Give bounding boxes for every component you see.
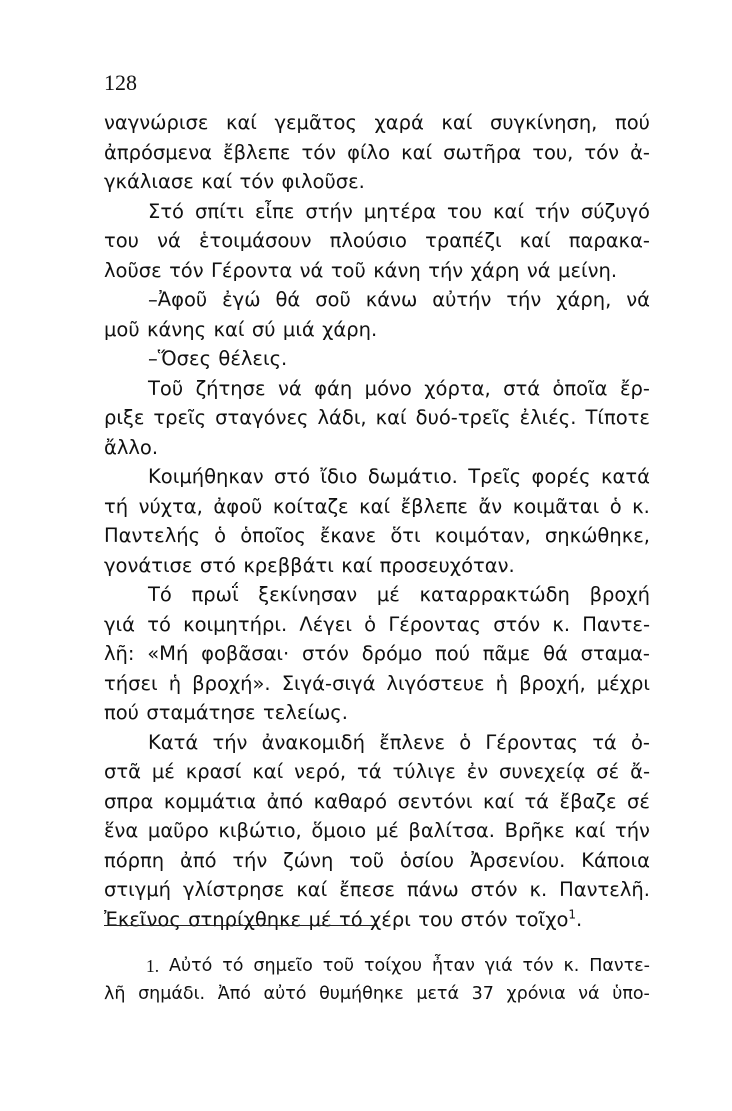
word: γιά [104, 612, 135, 636]
word: Λέγει [299, 612, 352, 636]
word: τά [592, 730, 617, 754]
word: ἐν [466, 760, 489, 783]
word: τό [222, 956, 244, 976]
paragraph [104, 374, 650, 463]
word: κρεββάτι [243, 553, 334, 577]
word: μέ [376, 583, 400, 606]
paragraph [104, 197, 650, 286]
word: καί [519, 229, 551, 252]
text-line [104, 698, 650, 728]
word: χόρτα, [424, 376, 491, 400]
word: ὁ [364, 612, 377, 636]
word: πού [435, 642, 470, 665]
word: κ. [529, 878, 548, 901]
word: καί [483, 789, 514, 813]
text-line [104, 787, 650, 817]
text-line [104, 167, 650, 197]
word: φορές [531, 465, 591, 488]
word: Τρεῖς [468, 465, 522, 488]
word: καί [375, 406, 407, 429]
word: καί [492, 199, 524, 223]
paragraph [104, 728, 650, 935]
word: μοῦ [104, 317, 140, 341]
word: τήν [506, 288, 542, 311]
word: μέ [308, 907, 332, 931]
word: μητέρα [363, 199, 437, 223]
word: γκάλιασε [104, 170, 194, 193]
word: ἡ [168, 671, 182, 695]
word: ἔπλενε [379, 730, 445, 754]
word: χάρη. [322, 317, 378, 341]
word: σηκώθηκε, [544, 524, 650, 547]
word: ἀ- [630, 140, 650, 164]
word: –Ἀφοῦ [148, 288, 208, 311]
word: τήσει [104, 671, 158, 695]
word: σωτῆρα [443, 140, 522, 164]
word: στά [503, 376, 541, 400]
word: φιλοῦσε. [281, 170, 365, 193]
word: ὁποῖα [552, 376, 608, 400]
footnote [104, 952, 650, 1008]
word: καί [225, 111, 257, 134]
word: κάνω [365, 288, 418, 311]
word: ζήτησε [195, 376, 266, 400]
word: παρακα- [568, 229, 650, 252]
word: ὑπο- [612, 984, 650, 1004]
word: λιγόστευε [386, 671, 485, 695]
word: τόν [522, 956, 554, 976]
word: –Ὅσες [148, 347, 212, 370]
text-line [104, 226, 650, 256]
word: σπρα [104, 789, 154, 813]
word: Κατά [148, 730, 199, 754]
word: νά [277, 376, 302, 400]
word: γονάτισε [104, 553, 193, 577]
text-line [104, 108, 650, 138]
word: μείνη. [558, 258, 618, 282]
word: φοβᾶσαι· [201, 642, 290, 665]
word: ἕνα [104, 819, 139, 842]
word: ἡ [495, 671, 509, 695]
footnote-line [104, 980, 650, 1008]
word: τρεῖς [153, 406, 207, 429]
word: σύζυγό [580, 199, 650, 223]
word: κοιμητήρι. [183, 612, 288, 636]
word: γλίστρησε [182, 878, 285, 901]
text-line [104, 197, 650, 227]
word: καταρρακτώδη [419, 583, 570, 606]
word: καί [441, 111, 473, 134]
footnote-marker: 1 [568, 907, 577, 921]
paragraph [104, 108, 650, 197]
word: τό [338, 907, 363, 931]
word: ἴδιο [320, 465, 358, 488]
paragraph [104, 285, 650, 344]
word: Τοῦ [148, 376, 184, 400]
word: Στό [148, 199, 184, 223]
text-line [104, 551, 650, 581]
word: βροχή [589, 583, 650, 606]
word: τόν [169, 258, 204, 282]
word: κομμάτια [163, 789, 257, 813]
word: στιγμή [104, 878, 172, 901]
word: καί [401, 140, 433, 164]
word: νύχτα, [138, 494, 203, 518]
footnote-number: 1. [146, 956, 160, 976]
word: ἄλλο. [104, 435, 159, 459]
footnote-separator [104, 925, 376, 926]
word: ἀπό [179, 848, 217, 872]
word: μόνο [364, 376, 412, 400]
word: θυμήθηκε [319, 984, 404, 1004]
text-line [104, 374, 650, 404]
word: σταμάτησε [146, 701, 256, 724]
word: χαρά [374, 111, 424, 134]
word: στᾶ [104, 760, 141, 783]
word: του [104, 229, 139, 252]
word: πᾶμε [482, 642, 531, 665]
word: ὁ [214, 524, 227, 547]
word: ζώνη [283, 848, 334, 872]
word: Κοιμήθηκαν [148, 465, 264, 488]
word: ριξε [104, 406, 145, 429]
word: μέχρι [596, 671, 650, 695]
word: εἶπε [255, 199, 295, 223]
word: καί [359, 494, 391, 518]
word: χρόνια [506, 984, 566, 1004]
word: τοῦ [330, 258, 366, 282]
word: «Μή [147, 642, 189, 665]
word: ἀφοῦ [213, 494, 263, 518]
word: ὀ- [631, 730, 650, 754]
word: νερό, [294, 760, 347, 783]
word: σπίτι [194, 199, 245, 223]
text-line [104, 846, 650, 876]
word: αὐτήν [432, 288, 492, 311]
word: στόν [302, 642, 349, 665]
word: στόν [493, 612, 541, 636]
word: νά [578, 984, 600, 1004]
word: Παντε- [589, 956, 650, 976]
text-line [104, 344, 650, 374]
word: καί [213, 317, 245, 341]
word: κάνης [147, 317, 207, 341]
word: ἀπό [266, 789, 304, 813]
word: τά [524, 789, 550, 813]
text-line [104, 669, 650, 699]
word: κρασί [185, 760, 242, 783]
text-line [104, 875, 650, 905]
word: Ἀπό [217, 984, 251, 1004]
body-text [104, 108, 650, 934]
word: τοῖχο$^1$. [514, 907, 583, 931]
text-line [104, 492, 650, 522]
word: Αὐτό [169, 956, 213, 976]
word: μετά [416, 984, 459, 1004]
word: γεμᾶτος [274, 111, 357, 134]
text-line [104, 728, 650, 758]
word: σεντόνι [397, 789, 473, 813]
word: χάρη [470, 258, 520, 282]
word: κ. [552, 612, 571, 636]
word: καί [574, 819, 606, 842]
word: χάρη, [556, 288, 612, 311]
word: δυό-τρεῖς [415, 406, 511, 429]
text-line [104, 256, 650, 286]
word: ὁσίου [399, 848, 455, 872]
word: σημάδι. [138, 984, 206, 1004]
word: καί [252, 760, 284, 783]
word: ἐγώ [222, 288, 261, 311]
word: πού [104, 701, 139, 724]
word: δρόμο [361, 642, 423, 665]
word: του [418, 907, 454, 931]
word: ἔβλεπε [400, 494, 468, 518]
word: πού [614, 111, 650, 134]
word: Γέροντας [485, 730, 578, 754]
word: τόν [239, 170, 275, 193]
word: Ἐκεῖνος [104, 907, 181, 931]
word: ἔκανε [319, 524, 377, 547]
word: συνεχείᾳ [499, 760, 586, 783]
word: αὐτό [263, 984, 307, 1004]
word: ἀνακομιδή [261, 730, 365, 754]
word: ὁποῖος [240, 524, 306, 547]
word: τοῦ [349, 848, 385, 872]
word: θά [543, 642, 568, 665]
word: κ. [563, 956, 580, 976]
word: ὅτι [390, 524, 421, 547]
paragraph [104, 580, 650, 728]
word: ἔρ- [619, 376, 650, 400]
word: στό [199, 553, 236, 577]
text-line [104, 610, 650, 640]
word: φάη [314, 376, 353, 400]
word: νά [526, 258, 551, 282]
word: προσευχόταν. [379, 553, 515, 577]
word: στόν [470, 878, 518, 901]
word: τά [357, 760, 382, 783]
word: ξεκίνησαν [258, 583, 358, 606]
word: σοῦ [315, 288, 351, 311]
text-line [104, 462, 650, 492]
word: ὅμοιο [311, 819, 367, 842]
word: τήν [428, 258, 464, 282]
footnote-line [104, 952, 650, 980]
word: σύ [251, 317, 276, 341]
word: πάνω [406, 878, 459, 901]
word: κ. [632, 494, 650, 518]
paragraph [104, 462, 650, 580]
text-line [104, 285, 650, 315]
word: του, [532, 140, 574, 164]
word: στόν [460, 907, 508, 931]
word: μέ [375, 819, 399, 842]
word: βροχή, [519, 671, 586, 695]
word: βροχή». [192, 671, 271, 695]
word: κατά [601, 465, 650, 488]
text-line [104, 639, 650, 669]
word: ἔβαζε [559, 789, 617, 813]
word: μέ [151, 760, 175, 783]
word: τοῦ [322, 956, 355, 976]
word: σέ [627, 789, 650, 813]
word: Γέροντα [211, 258, 293, 282]
word: ἦταν [431, 956, 475, 976]
word: νά [299, 258, 324, 282]
word: καθαρό [313, 789, 388, 813]
word: φίλο [347, 140, 391, 164]
word: τραπέζι [425, 229, 502, 252]
word: τήν [232, 848, 268, 872]
word: κοιμᾶται [512, 494, 600, 518]
word: κάνη [373, 258, 421, 282]
word: θά [275, 288, 301, 311]
word: στήν [305, 199, 353, 223]
word: Βρῆκε [504, 819, 565, 842]
word: ἔβλεπε [223, 140, 291, 164]
word: τή [104, 494, 129, 518]
word: γιά [484, 956, 513, 976]
word: ἄ- [630, 760, 650, 783]
text-line [104, 905, 650, 935]
text-line [104, 816, 650, 846]
word: 37 [471, 984, 494, 1004]
word: πλούσιο [329, 229, 407, 252]
word: τήν [534, 199, 570, 223]
word: τελείως. [263, 701, 348, 724]
word: συγκίνηση, [489, 111, 598, 134]
word: νά [157, 229, 181, 252]
word: λῆ: [104, 642, 135, 665]
text-line [104, 521, 650, 551]
paragraph [104, 344, 650, 374]
word: τήν [212, 730, 248, 754]
word: Τίποτε [585, 406, 650, 429]
text-line [104, 403, 650, 433]
word: τό [147, 612, 171, 636]
word: σταμα- [580, 642, 650, 665]
word: τοίχου [363, 956, 423, 976]
word: τήν [614, 819, 650, 842]
word: ὁ [459, 730, 472, 754]
text-line [104, 757, 650, 787]
word: τόν [301, 140, 337, 164]
word: Παντε- [582, 612, 650, 636]
word: Τό [148, 583, 172, 606]
word: κοίταζε [272, 494, 349, 518]
word: δωμάτιο. [367, 465, 458, 488]
text-line [104, 138, 650, 168]
word: πόρπη [104, 848, 165, 872]
page-number: 128 [104, 70, 137, 95]
word: Παντελής [104, 524, 201, 547]
word: μαῦρο [147, 819, 209, 842]
word: σέ [596, 760, 620, 783]
word: Παντελῆ. [559, 878, 650, 901]
word: Σιγά-σιγά [281, 671, 376, 695]
word: κοιμόταν, [434, 524, 531, 547]
word: ἐλιές. [519, 406, 577, 429]
word: ἑτοιμάσουν [198, 229, 312, 252]
word: ἄν [478, 494, 503, 518]
word: ἔπεσε [339, 878, 395, 901]
text-line [104, 580, 650, 610]
word: λάδι, [317, 406, 367, 429]
word: λοῦσε [104, 258, 162, 282]
word: ὁ [609, 494, 622, 518]
word: νά [626, 288, 650, 311]
word: σταγόνες [215, 406, 309, 429]
word: καί [201, 170, 233, 193]
word: καί [341, 553, 373, 577]
word: Ἀρσενίου. [469, 848, 566, 872]
word: στό [274, 465, 311, 488]
word: χέρι [370, 907, 411, 931]
word: σημεῖο [253, 956, 313, 976]
word: λῆ [104, 984, 126, 1004]
word: κιβώτιο, [218, 819, 302, 842]
word: Κάποια [581, 848, 650, 872]
word: καί [296, 878, 328, 901]
word: μιά [282, 317, 315, 341]
text-line [104, 433, 650, 463]
word: βαλίτσα. [408, 819, 495, 842]
word: θέλεις. [218, 347, 288, 370]
word: του [447, 199, 482, 223]
word: τόν [584, 140, 619, 164]
word: πρωΐ [191, 583, 239, 606]
word: τύλιγε [392, 760, 456, 783]
word: Γέροντας [388, 612, 481, 636]
word: ἀπρόσμενα [104, 140, 212, 164]
word: ναγνώρισε [104, 111, 209, 134]
word: στηρίχθηκε [188, 907, 302, 931]
text-line [104, 315, 650, 345]
